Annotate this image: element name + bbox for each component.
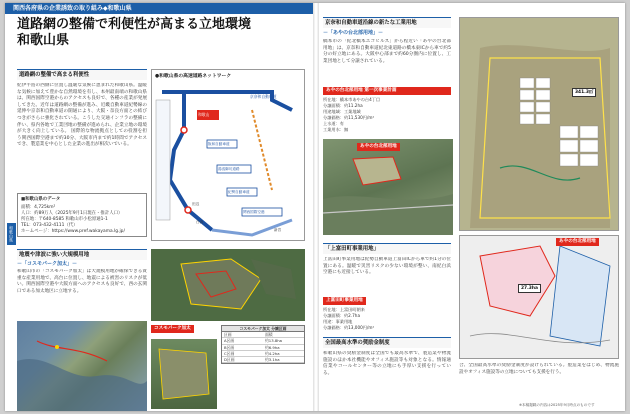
section-heading-kamitonda: 「上富田町事業用地」 <box>323 243 451 254</box>
ayanodai-aerial-photo <box>323 139 453 235</box>
data-line: TEL：073-432-4111（代） <box>21 223 78 228</box>
magazine-spread <box>5 3 625 411</box>
table-cell: D区画 <box>224 357 235 363</box>
map-label: 紀勢自動車道 <box>228 190 250 194</box>
table-title: コスモパーク加太 分譲区画 <box>222 326 304 332</box>
site-plan-graphic <box>460 18 619 231</box>
ayanodai-spec-list <box>323 97 451 133</box>
section-body-road <box>17 83 147 178</box>
section-body-cosmo: 和歌山市の「コスモパーク加太」は大規模用地が確保できる貴重な産業用地で、高台に位置し、地震による被害のリスクが低い。関西国際空港や大阪方面へのアクセスも良好で、西の玄関口である加太地区に立地する。 <box>17 269 147 294</box>
data-line: ホームページ：https://www.pref.wakayama.lg.jp/ <box>21 229 125 234</box>
table-cell: B区画 <box>224 344 235 350</box>
cosmo-park-overlay <box>151 249 305 321</box>
map-label: 白浜 <box>196 220 204 224</box>
table-cell: 区画 <box>224 332 232 338</box>
network-map-graphic <box>152 70 305 241</box>
spec-line: 分譲面積：約11.2ha <box>323 103 363 108</box>
table-cell: 約6.9ha <box>265 344 280 350</box>
highway-network-map <box>151 69 305 241</box>
site-plan-map <box>459 17 619 231</box>
prefecture-data-box <box>17 193 147 237</box>
kamitonda-plan-graphic <box>460 236 619 359</box>
map-label: 京奈和自動車道 <box>250 94 277 99</box>
spec-line: 上水道：有 <box>323 121 344 126</box>
map-label: 田辺 <box>192 202 200 206</box>
cosmo-park-site-photo <box>151 339 217 409</box>
spec-line: 分譲価格：約13,000円/m² <box>323 325 375 330</box>
spec-line: 所在地：上富田町朝来 <box>323 307 365 312</box>
area-badge-2: 27.3ha <box>518 284 541 293</box>
table-row <box>222 357 304 363</box>
section-body-incentive-cont: 合、全国最高水準の奨励金制度が設けられている。製造業をはじめ、物流施設やオフィス施設等の立地についても支援を行う。 <box>459 363 619 375</box>
section-heading-cosmo: 地震や津波に強い大規模用地 <box>17 249 147 260</box>
spec-line: 所在地：橋本市あやの台4丁目 <box>323 97 381 102</box>
section-heading-ayanodai: 京奈和自動車道沿線の新たな工業用地 <box>323 17 451 28</box>
page-subtitle: 和歌山県 <box>17 33 70 48</box>
section-heading-road: 道路網の整備で高まる利便性 <box>17 69 147 80</box>
right-photo-tag: あやの台北部用地 <box>556 238 599 246</box>
kamitonda-spec-list <box>323 307 451 331</box>
footnote: ※本稿掲載の内容は2025年9月時点のものです <box>519 403 595 407</box>
spec-line: 分譲価格：約11,530円/m² <box>323 115 375 120</box>
section-subheading-cosmo: －「コスモパーク加太」－ <box>17 261 78 267</box>
spec-line: 用途地域：工業地域 <box>323 109 361 114</box>
table-cell: 約13.8ha <box>265 338 282 344</box>
left-page <box>5 3 313 411</box>
table-cell: A区画 <box>224 338 235 344</box>
table-cell: 面積 <box>265 332 273 338</box>
aerial-site-label: あやの台北部用地 <box>357 143 400 151</box>
cosmo-park-tag: コスモパーク加太 <box>151 325 194 333</box>
map-label: 和歌山 <box>198 112 210 117</box>
header-bar: 関西各府県の企業誘致の取り組み◆和歌山県 <box>5 3 313 14</box>
map-title: ●和歌山県の高速道路ネットワーク <box>155 74 232 79</box>
ayanodai-plan-tag: あやの台北部用地 第一次事業計画 <box>323 87 451 95</box>
ayanodai-overlay <box>323 139 453 235</box>
table-cell: 約3.1ha <box>265 357 280 363</box>
data-line: 人口：約89万人（2025年9月1日現在・推計人口） <box>21 211 123 216</box>
kamitonda-tag: 上富田町事業用地 <box>323 297 366 305</box>
map-label: 関西国際空港 <box>243 210 265 214</box>
section-text: 紀伊半島の西側に位置し温暖な気候に恵まれた和歌山県。温暖な気候に加えて豊かな自然環境を有し、本州最南端の和歌山県は、関西国際空港からのアクセスも良好で、各種の産業が発展してきた。近年は道路網の整備が進み、近畿自動車道紀勢線の延伸や京奈和自動車道の開通により、大阪・奈良方面との結びつきがさらに強化されている。こうした交通インフラの整備に伴い、県内各地で工業団地の整備が進められ、企業立地の環境が大きく向上している。 <box>17 83 147 135</box>
cosmo-park-lot-table <box>221 325 305 364</box>
area-badge-1: 341.3㎡ <box>572 88 596 97</box>
map-label: 湯浅御坊道路 <box>218 167 240 171</box>
page-title: 道路網の整備で利便性が高まる立地環境 <box>17 17 252 32</box>
section-body-incentive: 和歌山県の奨励金制度は全国でも最高水準で、製造業や物流施設のほか本社機能やオフィス施設等も対象となる。情報通信業やコールセンター等の立地にも手厚い支援を行っている。 <box>323 351 451 376</box>
coast-shape <box>17 321 147 411</box>
section-text-2: 国際的な物流拠点としての役割を担う関西国際空港まで約30分、大阪市内まで約1時間でアクセスでき、製造業を中心とした企業の進出が相次いでいる。 <box>17 129 147 148</box>
data-line: 所在地：〒640-8585 和歌山市小松原通1-1 <box>21 217 108 222</box>
site-photo-overlay <box>151 339 217 409</box>
spec-line: 分譲面積：約2.7ha <box>323 313 361 318</box>
section-heading-incentive: 全国最高水準の奨励金制度 <box>323 337 451 348</box>
section-body-ayanodai: 橋本市の「紀北橋本エコヒルズ」から程近い「あやの台北部用地」は、京奈和自動車道紀北東道路の橋本東ICから車で約5分の好立地にある。大阪中心部まで約60分圏内に位置し、工業団地として分譲されている。 <box>323 39 451 64</box>
section-subheading-ayanodai: －「あやの台北部用地」－ <box>323 30 384 36</box>
data-line: 面積：4,725km² <box>21 205 56 210</box>
data-box-heading: ■和歌山県のデータ <box>21 197 61 202</box>
map-label: 阪和自動車道 <box>208 142 230 146</box>
side-tab: 和歌山県 <box>7 223 16 245</box>
coastline-aerial-photo <box>17 321 147 411</box>
section-body-kamitonda: 上富田町事業用地は紀勢自動車道上富田ICから車で約1分の位置にある。温暖で災害リスクの少ない環境が整い、南紀白浜空港にも近接している。 <box>323 257 451 276</box>
table-cell: C区画 <box>224 350 235 356</box>
table-cell: 約4.2ha <box>265 350 280 356</box>
spec-line: 用途：事業用地 <box>323 319 353 324</box>
right-page <box>319 3 625 411</box>
spec-line: 工業用水：無 <box>323 127 349 132</box>
cosmo-park-aerial-photo <box>151 249 305 321</box>
map-label: 新宮 <box>274 228 282 232</box>
kamitonda-site-plan <box>459 235 619 359</box>
